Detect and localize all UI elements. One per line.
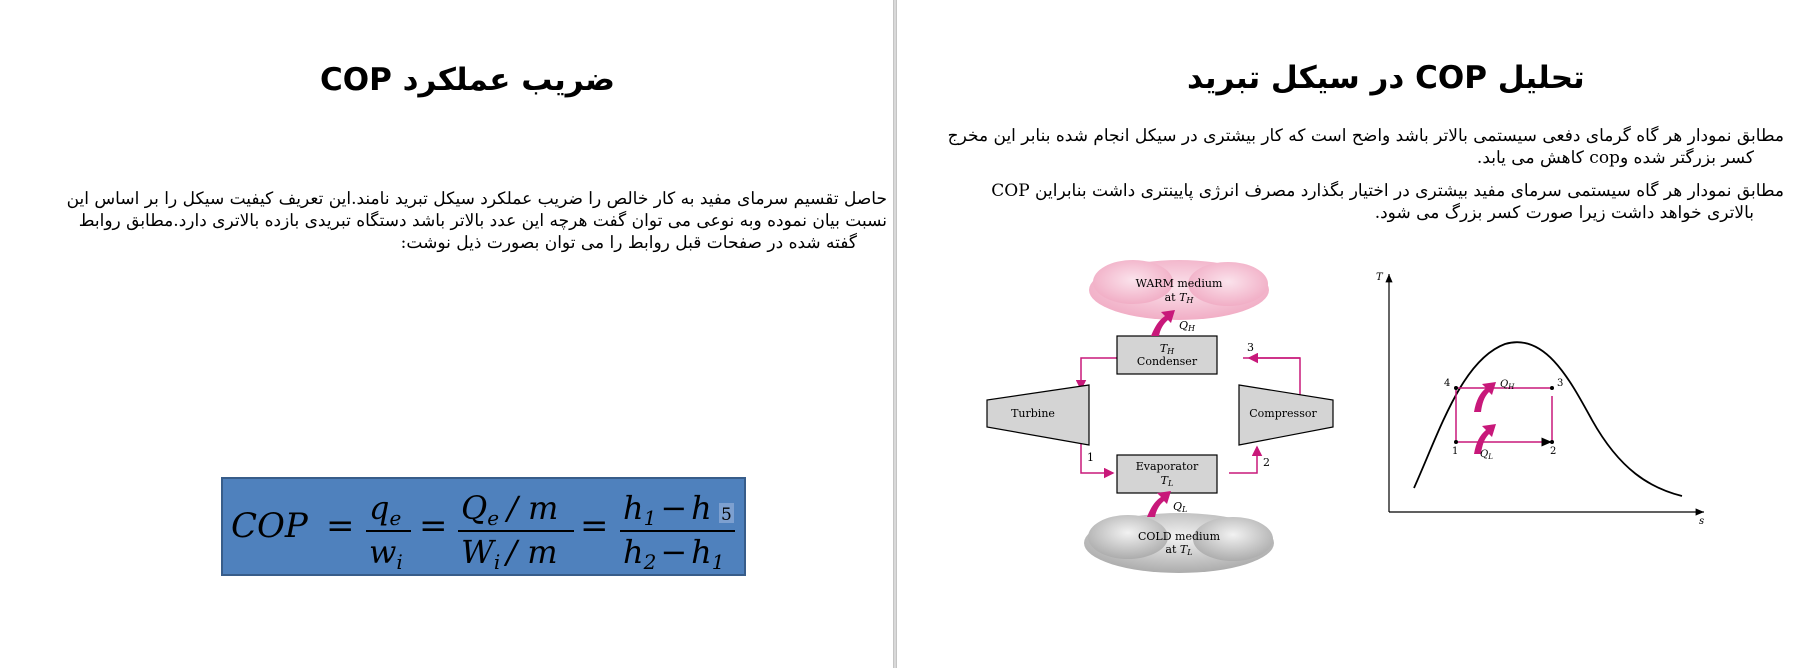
evaporator-box bbox=[1117, 455, 1217, 493]
warm-medium-label: WARM medium bbox=[1135, 277, 1223, 290]
state-1-label: 1 bbox=[1087, 451, 1094, 464]
evaporator-label: Evaporator bbox=[1135, 460, 1199, 473]
ts-cycle bbox=[1454, 386, 1554, 444]
turbine-label: Turbine bbox=[1011, 407, 1055, 420]
evaporator-temp: TL bbox=[1160, 474, 1174, 488]
right-para2-line-2: بالاتری خواهد داشت زیرا صورت کسر بزرگ می شود. bbox=[1374, 203, 1754, 223]
right-page bbox=[897, 0, 1796, 668]
frac2-numerator: Qe / m bbox=[461, 489, 559, 530]
ts-point-1: 1 bbox=[1452, 446, 1459, 457]
formula-eq-3: = bbox=[580, 506, 609, 546]
warm-medium-temp: at TH bbox=[1164, 291, 1194, 305]
warm-medium-cloud bbox=[1089, 260, 1269, 320]
right-paragraph-1 bbox=[904, 125, 1784, 169]
compressor-label: Compressor bbox=[1249, 407, 1317, 420]
state-3-label: 3 bbox=[1247, 341, 1254, 354]
condenser-temp: TH bbox=[1159, 342, 1175, 356]
cop-formula bbox=[223, 479, 748, 578]
condenser-box bbox=[1117, 336, 1217, 374]
formula-eq-1: = bbox=[326, 506, 355, 546]
refrigeration-cycle-diagram bbox=[983, 250, 1349, 580]
ts-qh-arrow bbox=[1474, 379, 1515, 412]
cop-formula-box bbox=[221, 477, 746, 576]
left-page-body bbox=[7, 188, 887, 254]
compressor-shape bbox=[1239, 385, 1333, 445]
ql-heat-arrow bbox=[1147, 491, 1187, 517]
right-page-title: تحلیل COP در سیکل تبرید bbox=[1187, 60, 1585, 96]
condenser-label: Condenser bbox=[1136, 355, 1198, 368]
left-body-line-2: نسبت بیان نموده وبه نوعی می توان گفت هرچه این عدد بالاتر باشد دستگاه تبریدی بازده بالاتری دارد.مطابق روابط bbox=[78, 211, 887, 231]
ts-point-4: 4 bbox=[1444, 378, 1451, 389]
frac1-denominator: wi bbox=[369, 533, 403, 574]
turbine-shape bbox=[987, 385, 1089, 445]
frac3-denominator: h2 − h1 bbox=[623, 533, 725, 574]
frac1-numerator: qe bbox=[369, 489, 402, 530]
t-axis-label: T bbox=[1376, 272, 1383, 283]
frac3-numerator-subscript: 5 bbox=[721, 505, 732, 525]
left-page bbox=[0, 0, 893, 668]
ts-point-3: 3 bbox=[1557, 378, 1564, 389]
formula-lhs: COP bbox=[231, 506, 308, 546]
left-body-line-1: حاصل تقسیم سرمای مفید به کار خالص را ضریب عملکرد سیکل تبرید نامند.این تعریف کیفیت سیکل را بر اساس این bbox=[66, 189, 887, 209]
s-axis-label: s bbox=[1699, 516, 1705, 527]
right-para1-line-2: کسر بزرگتر شده وcop کاهش می یابد. bbox=[1476, 148, 1754, 168]
cold-medium-temp: at TL bbox=[1165, 543, 1193, 557]
cold-medium-label: COLD medium bbox=[1137, 530, 1221, 543]
left-body-line-3: گفته شده در صفحات قبل روابط را می توان بصورت ذیل نوشت: bbox=[400, 233, 857, 253]
left-page-title: ضریب عملکرد COP bbox=[320, 62, 615, 98]
t-s-diagram bbox=[1370, 270, 1710, 530]
cold-medium-cloud bbox=[1084, 513, 1274, 573]
right-para2-line-1: مطابق نمودار هر گاه سیستمی سرمای مفید بیشتری در اختیار بگذارد مصرف انرژی پایینتری داشت بنابراین COP bbox=[991, 181, 1784, 201]
qh-label: QH bbox=[1179, 319, 1196, 333]
ql-label: QL bbox=[1173, 500, 1188, 514]
frac2-denominator: Wi / m bbox=[461, 533, 558, 574]
ts-ql-label: $Q_L$ bbox=[1480, 449, 1493, 461]
ts-qh-label: $Q_H$ bbox=[1500, 379, 1515, 391]
frac3-numerator: h1 − h bbox=[623, 489, 712, 530]
saturation-dome bbox=[1414, 342, 1682, 496]
ts-point-2: 2 bbox=[1550, 446, 1557, 457]
state-2-label: 2 bbox=[1263, 456, 1270, 469]
right-paragraph-2 bbox=[904, 180, 1784, 224]
formula-eq-2: = bbox=[419, 506, 448, 546]
right-para1-line-1: مطابق نمودار هر گاه گرمای دفعی سیستمی بالاتر باشد واضح است که کار بیشتری در سیکل انجام شده بنابر این مخرج bbox=[947, 126, 1784, 146]
